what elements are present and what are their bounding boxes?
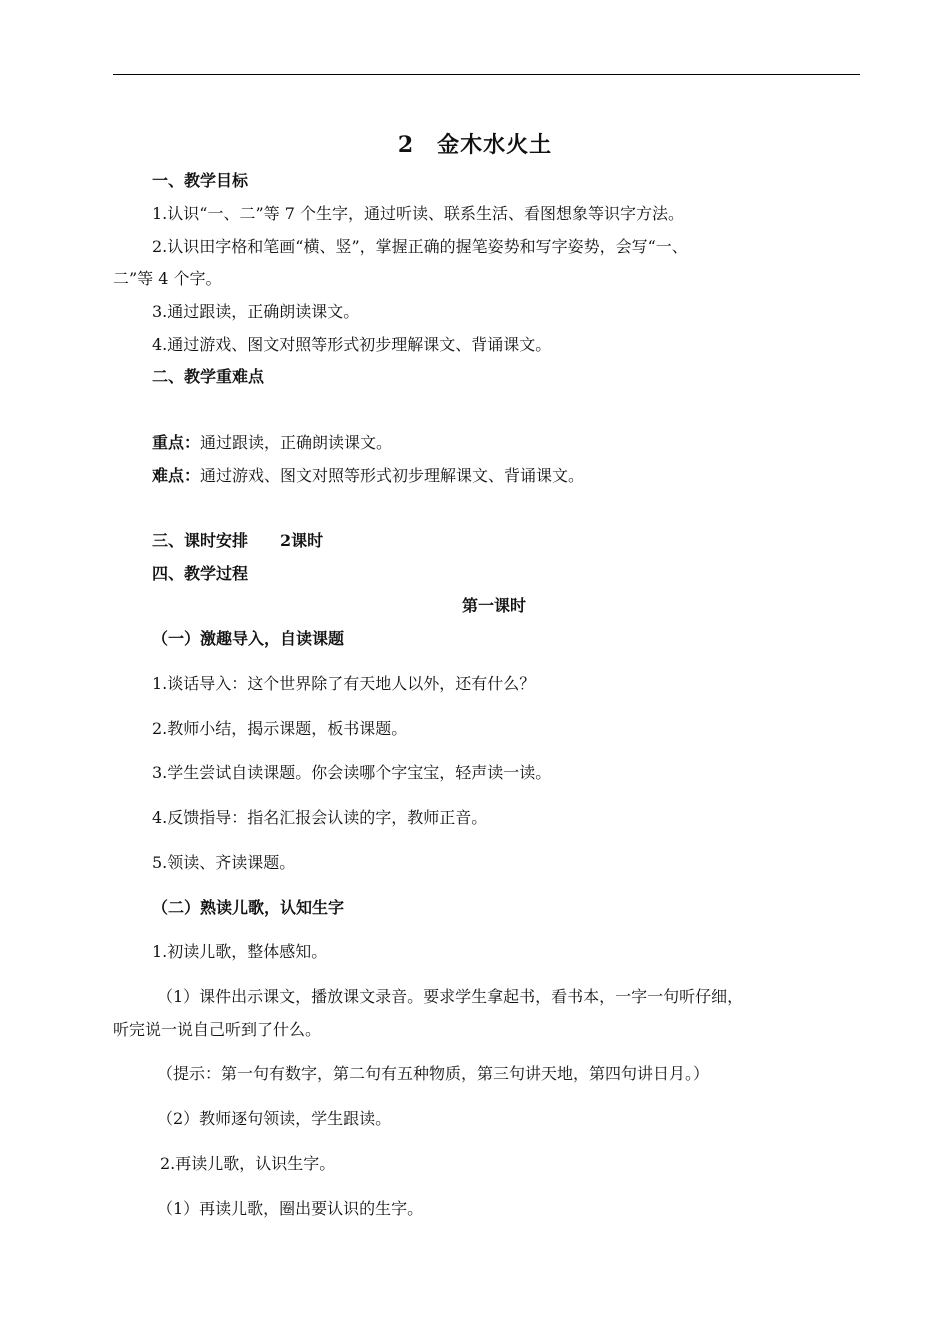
part2-hint: （提示：第一句有数字，第二句有五种物质，第三句讲天地，第四句讲日月。） <box>157 1064 710 1083</box>
part1-item-4: 4.反馈指导：指名汇报会认读的字，教师正音。 <box>152 808 488 827</box>
part2-heading: （二）熟读儿歌，认知生字 <box>152 898 345 917</box>
objective-item-2-line-2: 二”等 4 个字。 <box>113 269 222 288</box>
part1-heading: （一）激趣导入，自读课题 <box>152 629 345 648</box>
objectives-heading: 一、教学目标 <box>152 171 249 190</box>
objective-item-2-line-1: 2.认识田字格和笔画“横、竖”，掌握正确的握笔姿势和写字姿势，会写“一、 <box>152 237 688 256</box>
part2-sub-2: （2）教师逐句领读，学生跟读。 <box>157 1109 392 1128</box>
focus-line <box>152 433 392 453</box>
part2-sub-3: （1）再读儿歌，圈出要认识的生字。 <box>157 1199 424 1218</box>
lesson-title: 第一课时 <box>461 596 526 615</box>
part1-item-2: 2.教师小结，揭示课题，板书课题。 <box>152 719 408 738</box>
header-rule <box>113 74 860 75</box>
part2-item-1: 1.初读儿歌，整体感知。 <box>152 942 328 961</box>
difficulty-line <box>152 466 584 486</box>
objective-item-1: 1.认识“一、二”等 7 个生字，通过听读、联系生活、看图想象等识字方法。 <box>152 204 684 223</box>
part2-sub-1-line-1: （1）课件出示课文，播放课文录音。要求学生拿起书，看书本，一字一句听仔细， <box>157 987 744 1006</box>
key-points-heading: 二、教学重难点 <box>152 367 265 386</box>
part2-item-2: 2.再读儿歌，认识生字。 <box>160 1154 336 1173</box>
schedule-heading: 三、课时安排 2课时 <box>152 531 324 550</box>
focus-label: 重点： <box>152 433 201 452</box>
page-title: 2 金木水火土 <box>397 132 553 158</box>
difficulty-text: 通过游戏、图文对照等形式初步理解课文、背诵课文。 <box>200 466 585 485</box>
part1-item-3: 3.学生尝试自读课题。你会读哪个字宝宝，轻声读一读。 <box>152 763 552 782</box>
focus-text: 通过跟读，正确朗读课文。 <box>200 433 393 452</box>
part1-item-5: 5.领读、齐读课题。 <box>152 853 296 872</box>
part2-sub-1-line-2: 听完说一说自己听到了什么。 <box>113 1020 322 1039</box>
part1-item-1: 1.谈话导入：这个世界除了有天地人以外，还有什么？ <box>152 674 536 693</box>
process-heading: 四、教学过程 <box>152 564 249 583</box>
difficulty-label: 难点： <box>152 466 201 485</box>
objective-item-4: 4.通过游戏、图文对照等形式初步理解课文、背诵课文。 <box>152 335 552 354</box>
objective-item-3: 3.通过跟读，正确朗读课文。 <box>152 302 360 321</box>
